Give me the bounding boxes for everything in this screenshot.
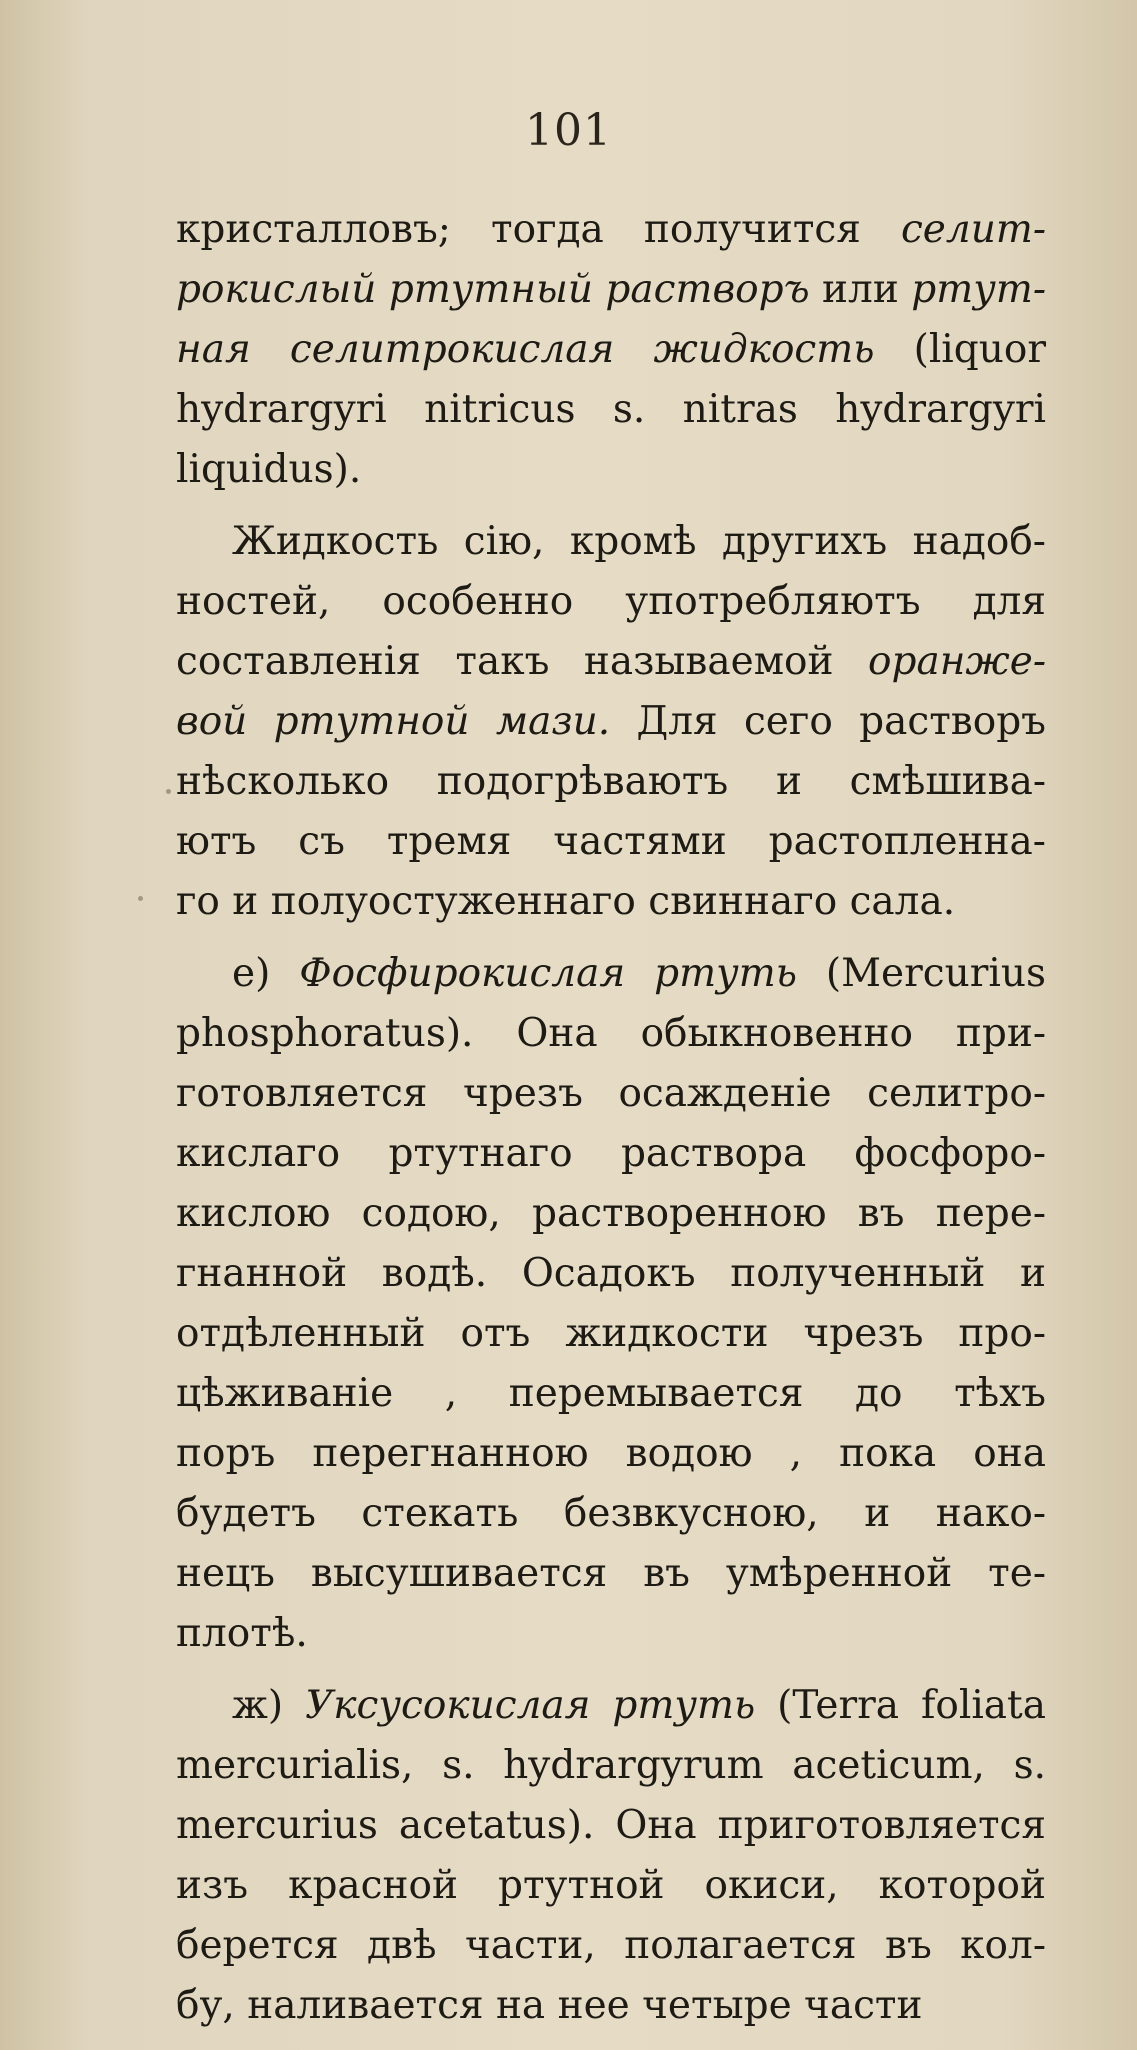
text-run: будетъ стекать безвкусною, и нако- — [176, 1491, 1046, 1536]
text-run: изъ красной ртутной окиси, которой — [176, 1863, 1046, 1908]
text-line — [176, 1064, 1046, 1124]
text-run: (Terra foliata — [755, 1683, 1046, 1728]
italic-term: вой ртутной мази. — [176, 699, 611, 744]
paragraph — [176, 944, 1046, 1664]
italic-term: селит- — [900, 207, 1046, 252]
text-line — [176, 1604, 1046, 1664]
text-line — [176, 1976, 1046, 2036]
body-text — [176, 200, 1046, 2036]
text-run: liquidus). — [176, 447, 362, 492]
text-line — [176, 1244, 1046, 1304]
text-run: цѣживаніе , перемывается до тѣхъ — [176, 1371, 1046, 1416]
text-line — [176, 872, 1046, 932]
text-run: ностей, особенно употребляютъ для — [176, 579, 1046, 624]
italic-term: ная селитрокислая жидкость — [176, 327, 875, 372]
text-line — [176, 1124, 1046, 1184]
italic-term: Уксусокислая ртуть — [305, 1683, 756, 1728]
text-line — [176, 440, 1046, 500]
italic-term: Фосфирокислая ртуть — [299, 951, 797, 996]
text-line — [176, 1736, 1046, 1796]
text-line — [176, 1184, 1046, 1244]
text-run: mercurialis, s. hydrargyrum aceticum, s. — [176, 1743, 1046, 1788]
text-run: гнанной водѣ. Осадокъ полученный и — [176, 1251, 1046, 1296]
text-run: или — [809, 267, 912, 312]
italic-term: рокислый ртутный растворъ — [176, 267, 810, 312]
text-line — [176, 200, 1046, 260]
text-run: кислою содою, растворенною въ пере- — [176, 1191, 1046, 1236]
text-line — [176, 1424, 1046, 1484]
text-line — [176, 1364, 1046, 1424]
text-run: отдѣленный отъ жидкости чрезъ про- — [176, 1311, 1046, 1356]
text-line — [176, 572, 1046, 632]
text-line — [176, 1796, 1046, 1856]
text-run: Жидкость сію, кромѣ другихъ надоб- — [232, 519, 1046, 564]
text-run: плотѣ. — [176, 1611, 308, 1656]
text-run: ж) — [232, 1683, 306, 1728]
italic-term: ртут- — [911, 267, 1046, 312]
text-line — [176, 1676, 1046, 1736]
text-line — [176, 320, 1046, 380]
text-line — [176, 512, 1046, 572]
margin-speck — [166, 789, 171, 794]
text-run: mercurius acetatus). Она приготовляется — [176, 1803, 1046, 1848]
text-run: нецъ высушивается въ умѣренной те- — [176, 1551, 1046, 1596]
text-line — [176, 1856, 1046, 1916]
text-run: поръ перегнанною водою , пока она — [176, 1431, 1046, 1476]
text-line — [176, 944, 1046, 1004]
text-run: берется двѣ части, полагается въ кол- — [176, 1923, 1046, 1968]
text-run: готовляется чрезъ осажденіе селитро- — [176, 1071, 1046, 1116]
text-run: е) — [232, 951, 300, 996]
text-run: (Mercurius — [796, 951, 1046, 996]
text-line — [176, 1004, 1046, 1064]
italic-term: оранже- — [868, 639, 1046, 684]
text-line — [176, 1484, 1046, 1544]
margin-speck — [138, 896, 143, 901]
text-line — [176, 692, 1046, 752]
paragraph — [176, 200, 1046, 500]
text-run: (liquor — [874, 327, 1046, 372]
text-run: го и полуостуженнаго свиннаго сала. — [176, 879, 956, 924]
text-run: кристалловъ; тогда получится — [176, 207, 901, 252]
text-run: кислаго ртутнаго раствора фосфоро- — [176, 1131, 1046, 1176]
text-line — [176, 752, 1046, 812]
text-line — [176, 380, 1046, 440]
text-run: hydrargyri nitricus s. nitras hydrargyri — [176, 387, 1046, 432]
paragraph — [176, 512, 1046, 932]
text-run: ютъ съ тремя частями растопленна- — [176, 819, 1046, 864]
text-run: нѣсколько подогрѣваютъ и смѣшива- — [176, 759, 1046, 804]
text-line — [176, 260, 1046, 320]
text-run: Для сего растворъ — [610, 699, 1046, 744]
text-run: составленія такъ называемой — [176, 639, 869, 684]
page-number: 101 — [525, 105, 612, 156]
text-run: бу, наливается на нее четыре части — [176, 1983, 923, 2028]
text-line — [176, 1544, 1046, 1604]
text-line — [176, 1304, 1046, 1364]
text-line — [176, 812, 1046, 872]
text-line — [176, 1916, 1046, 1976]
paragraph — [176, 1676, 1046, 2036]
text-line — [176, 632, 1046, 692]
text-run: phosphoratus). Она обыкновенно при- — [176, 1011, 1046, 1056]
